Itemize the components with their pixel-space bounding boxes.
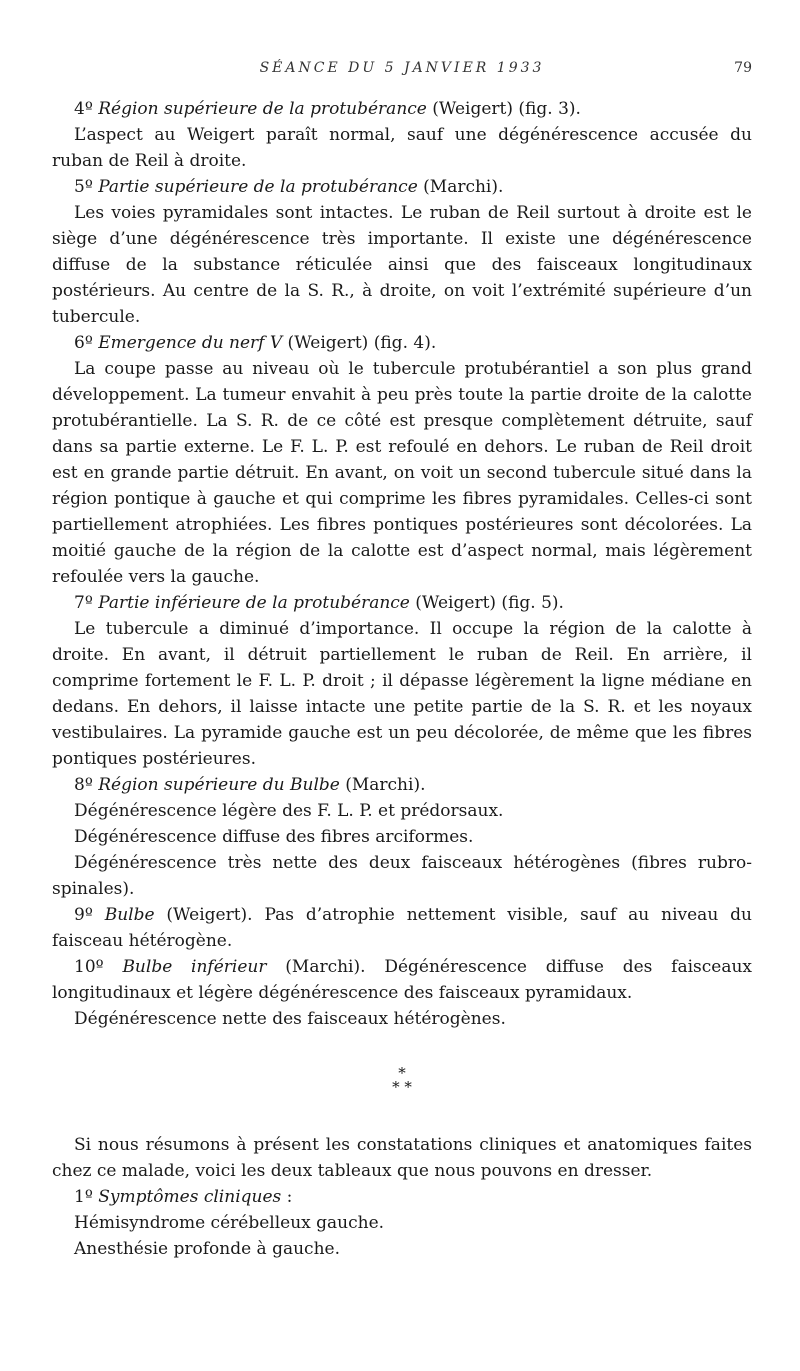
section-number: 1º <box>74 1187 93 1207</box>
section-rest: (Weigert) (fig. 3). <box>426 99 581 119</box>
paragraph <box>52 590 752 616</box>
paragraph <box>52 174 752 200</box>
asterism-top: * <box>398 1064 406 1082</box>
paragraph: La coupe passe au niveau où le tubercule protubérantiel a son plus grand développement. La tumeur envahit à peu près toute la partie droite de la calotte protubérantielle. La S. R. de ce côté est presque complètement détruite, sauf dans sa partie externe. Le F. L. P. est refoulé en dehors. Le ruban de Reil droit est en grande partie détruit. En avant, on voit un second tubercule situé dans la région pontique à gauche et qui comprime les fibres pyramidales. Celles-ci sont partiellement atrophiées. Les fibres pontiques postérieures sont décolorées. La moitié gauche de la région de la calotte est d’aspect normal, mais légèrement refoulée vers la gauche. <box>52 359 752 587</box>
section-rest: (Marchi). Dégénérescence diffuse des faisceaux longitudinaux et légère dégénérescence des faisceaux pyramidaux. <box>52 957 752 1003</box>
section-title: Partie supérieure de la protubérance <box>98 177 418 197</box>
paragraph: Les voies pyramidales sont intactes. Le ruban de Reil surtout à droite est le siège d’une dégénérescence très importante. Il existe une dégénérescence diffuse de la substance réticulée ainsi que des faisceaux longitudinaux postérieurs. Au centre de la S. R., à droite, on voit l’extrémité supérieure d’un tubercule. <box>52 203 752 327</box>
paragraph <box>52 1184 752 1210</box>
section-number: 5º <box>74 177 93 197</box>
page-number: 79 <box>734 60 752 76</box>
body-text <box>52 96 752 1262</box>
paragraph: L’aspect au Weigert paraît normal, sauf une dégénérescence accusée du ruban de Reil à droite. <box>52 125 752 171</box>
closing-section <box>52 1132 752 1262</box>
section-number: 8º <box>74 775 93 795</box>
page-header <box>52 0 752 76</box>
asterism <box>52 1066 752 1094</box>
paragraph <box>52 330 752 356</box>
section-title: Région supérieure du Bulbe <box>98 775 340 795</box>
section-title: Emergence du nerf V <box>98 333 283 353</box>
section-rest: (Weigert) (fig. 4). <box>282 333 437 353</box>
paragraph: Dégénérescence très nette des deux faisceaux hétérogènes (fibres rubro-spinales). <box>52 853 752 899</box>
section-number: 10º <box>74 957 104 977</box>
main-section <box>52 96 752 1032</box>
section-rest: (Marchi). <box>339 775 426 795</box>
paragraph <box>52 96 752 122</box>
paragraph <box>52 954 752 1006</box>
paragraph: Si nous résumons à présent les constatations cliniques et anatomiques faites chez ce malade, voici les deux tableaux que nous pouvons en dresser. <box>52 1135 752 1181</box>
section-rest: : <box>281 1187 293 1207</box>
paragraph: Le tubercule a diminué d’importance. Il occupe la région de la calotte à droite. En avant, il détruit partiellement le ruban de Reil. En arrière, il comprime fortement le F. L. P. droit ; il dépasse légèrement la ligne médiane en dedans. En dehors, il laisse intacte une petite partie de la S. R. et les noyaux vestibulaires. La pyramide gauche est un peu décolorée, de même que les fibres pontiques postérieures. <box>52 619 752 769</box>
paragraph: Hémisyndrome cérébelleux gauche. <box>74 1213 385 1233</box>
section-number: 7º <box>74 593 93 613</box>
paragraph: Dégénérescence nette des faisceaux hétérogènes. <box>74 1009 506 1029</box>
running-title: SÉANCE DU 5 JANVIER 1933 <box>259 60 545 76</box>
section-rest: (Marchi). <box>417 177 504 197</box>
section-title: Bulbe inférieur <box>122 957 267 977</box>
paragraph: Dégénérescence légère des F. L. P. et prédorsaux. <box>74 801 504 821</box>
section-title: Symptômes cliniques <box>98 1187 282 1207</box>
paragraph <box>52 902 752 954</box>
paragraph <box>52 772 752 798</box>
section-number: 4º <box>74 99 93 119</box>
section-rest: (Weigert) (fig. 5). <box>409 593 564 613</box>
paragraph: Dégénérescence diffuse des fibres arciformes. <box>74 827 474 847</box>
section-title: Bulbe <box>104 905 155 925</box>
section-number: 6º <box>74 333 93 353</box>
section-number: 9º <box>74 905 93 925</box>
paragraph: Anesthésie profonde à gauche. <box>74 1239 340 1259</box>
section-title: Partie inférieure de la protubérance <box>98 593 410 613</box>
section-rest: (Weigert). Pas d’atrophie nettement visible, sauf au niveau du faisceau hétérogène. <box>52 905 752 951</box>
section-title: Région supérieure de la protubérance <box>98 99 427 119</box>
asterism-bottom: * * <box>392 1078 412 1096</box>
